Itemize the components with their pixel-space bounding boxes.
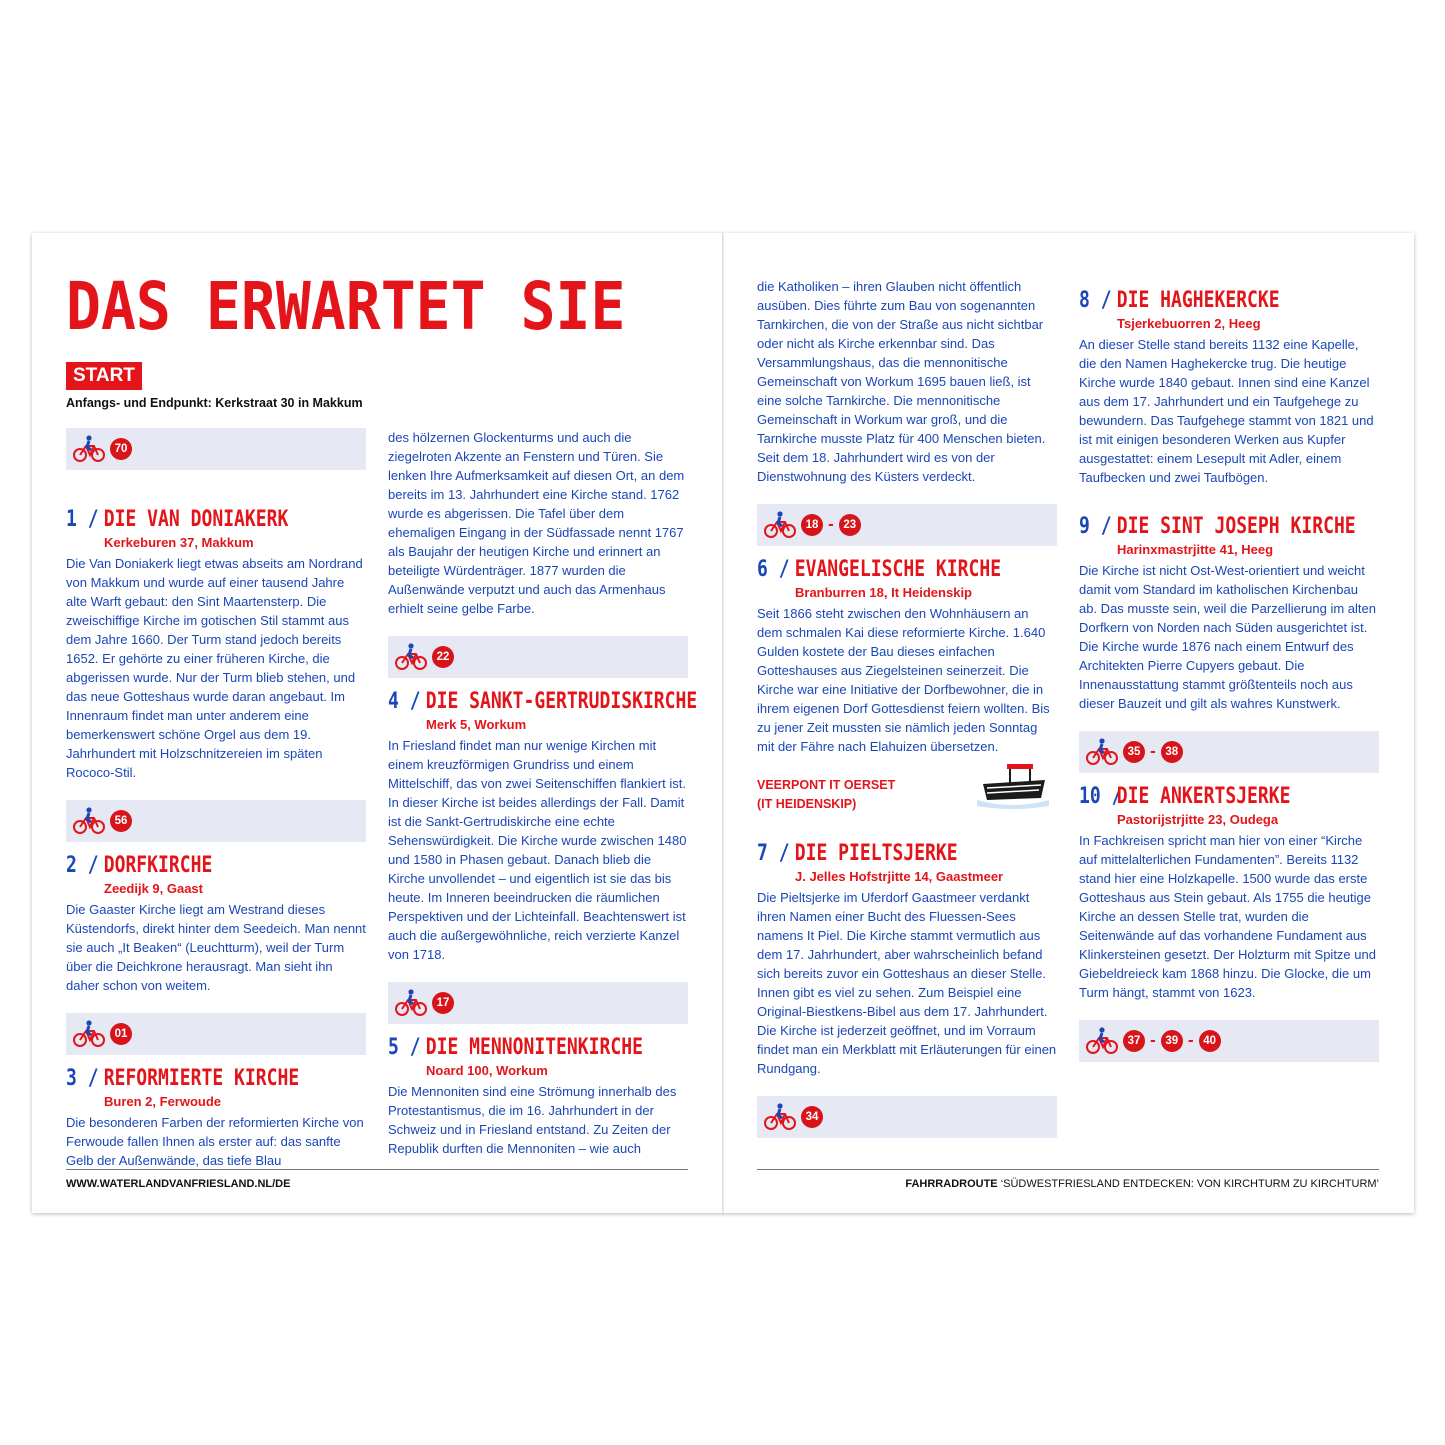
route-bar — [66, 428, 366, 470]
bicycle-icon — [394, 989, 428, 1017]
stop-address: Noard 100, Workum — [426, 1063, 548, 1078]
stop-text: Die Gaaster Kirche liegt am Westrand dieses Küstendorfs, direkt hinter dem Seedeich. Man nennt sie auch „It Beaken“ (Leuchtturm), weil der Turm über die Deichkrone herausragt. Man sieht ihn daher schon von weitem. — [66, 902, 366, 993]
bicycle-icon — [763, 511, 797, 539]
stop-title: EVANGELISCHE KIRCHE — [794, 557, 1002, 582]
footer-rule-left — [66, 1169, 688, 1170]
stop-text-continued: die Katholiken – ihren Glauben nicht öffentlich ausüben. Dies führte zum Bau von sogenannten Tarnkirchen, die von der Straße aus nicht sichtbar oder nicht als Kirche erkennbar sind. Das Versammlungshaus, das die mennonitische Gemeinschaft von Workum 1695 bauen ließ, ist eine solche Tarnkirche. Die mennonitische Gemeinschaft in Workum war groß, und die Tarnkirche musste Platz für 400 Menschen bieten. Seit dem 18. Jahrhundert wird es von der Dienstwohnung des Küsters verdeckt. — [757, 279, 1046, 484]
stop-number: 7 / — [757, 841, 790, 866]
junction-badge: 37 — [1123, 1030, 1145, 1052]
stop-heading — [388, 688, 698, 716]
ferry-label-line1: VEERPONT IT OERSET — [757, 778, 896, 792]
stop-number: 9 / — [1079, 514, 1112, 539]
junction-badge: 17 — [432, 992, 454, 1014]
stop-address: Merk 5, Workum — [426, 717, 527, 732]
stop-heading — [66, 852, 312, 880]
stop-address: Harinxmastrjitte 41, Heeg — [1117, 542, 1274, 557]
bicycle-icon — [1085, 738, 1119, 766]
start-label: START — [66, 362, 142, 390]
bicycle-icon — [394, 643, 428, 671]
route-bar — [1079, 1020, 1379, 1062]
page-headline: DAS ERWARTET SIE — [66, 268, 626, 345]
stop-heading — [1079, 287, 1325, 315]
stop-text: Die besonderen Farben der reformierten Kirche von Ferwoude fallen Ihnen als erster auf: das sanfte Gelb der Außenwände, das tiefe Blau — [66, 1115, 364, 1168]
stop-heading — [757, 556, 1003, 584]
stop-text: Die Pieltsjerke im Uferdorf Gaastmeer verdankt ihren Namen einer Bucht des Fluessen-Sees namens It Piel. Die Kirche stammt vermutlich aus dem 17. Jahrhundert, aber wahrscheinlich befand sich bereits zuvor ein Gotteshaus an dieser Stelle. Innen gibt es viel zu sehen. Zum Beispiel eine Original-Biestkens-Bibel aus dem 17. Jahrhundert. Die Kirche ist jederzeit geöffnet, und im Vorraum findet man ein Merkblatt mit Erläuterungen für einen Rundgang. — [757, 890, 1057, 1076]
column-4 — [1079, 287, 1379, 1072]
ferry-note — [757, 776, 1057, 824]
stop-number: 3 / — [66, 1066, 99, 1091]
stop-heading — [757, 840, 1003, 868]
stop-address: Branburren 18, It Heidenskip — [795, 585, 972, 600]
bicycle-icon — [72, 435, 106, 463]
stop-title: DORFKIRCHE — [103, 853, 213, 878]
stop-title: DIE PIELTSJERKE — [794, 841, 958, 866]
stop-heading — [388, 1034, 643, 1062]
stop-number: 8 / — [1079, 288, 1112, 313]
stop-heading — [66, 506, 312, 534]
junction-badge: 35 — [1123, 741, 1145, 763]
stop-address: J. Jelles Hofstrjitte 14, Gaastmeer — [795, 869, 1004, 884]
bicycle-icon — [72, 1020, 106, 1048]
footer-url[interactable]: WWW.WATERLANDVANFRIESLAND.NL/DE — [66, 1178, 291, 1190]
junction-badge: 23 — [839, 514, 861, 536]
junction-badge: 39 — [1161, 1030, 1183, 1052]
route-bar — [388, 982, 688, 1024]
range-dash: - — [1150, 744, 1156, 760]
ferry-icon — [975, 760, 1051, 810]
stop-address: Buren 2, Ferwoude — [104, 1094, 222, 1109]
junction-badge: 18 — [801, 514, 823, 536]
junction-badge: 38 — [1161, 741, 1183, 763]
stop-heading — [66, 1065, 312, 1093]
stop-title: DIE SANKT-GERTRUDISKIRCHE — [425, 689, 698, 714]
stop-text: In Friesland findet man nur wenige Kirchen mit einem kreuzförmigen Grundriss und einem Mittelschiff, das von zwei Seitenschiffen flankiert ist. In dieser Kirche ist beides allerdings der Fall. Damit ist die Sankt-Gertrudiskirche eine echte Sehenswürdigkeit. Die Kirche wurde zwischen 1480 und 1580 in Phasen gebaut. Danach blieb die Kirche unvollendet – und eigentlich ist sie das bis heute. Im Inneren beeindrucken die räumlichen Perspektiven und der Lichteinfall. Beachtenswert ist auch die außergewöhnliche, reich verzierte Kanzel von 1718. — [388, 738, 687, 962]
column-3 — [757, 277, 1057, 1148]
route-bar — [757, 504, 1057, 546]
stop-title: DIE HAGHEKERCKE — [1116, 288, 1280, 313]
footer-rule-right — [757, 1169, 1379, 1170]
start-point-text: Anfangs- und Endpunkt: Kerkstraat 30 in Makkum — [66, 396, 363, 410]
stop-number: 4 / — [388, 689, 421, 714]
route-bar — [388, 636, 688, 678]
range-dash: - — [1150, 1033, 1156, 1049]
junction-badge: 34 — [801, 1106, 823, 1128]
stop-text: Die Van Doniakerk liegt etwas abseits am Nordrand von Makkum und wurde auf einer tausend Jahre alte Warft gebaut: den Sint Maartensterp. Die zweischiffige Kirche im gotischen Stil stammt aus dem Jahre 1660. Der Turm stand jedoch bereits 1652. Er gehörte zu einer früheren Kirche, die abgerissen wurde. Nur der Turm blieb stehen, und das neue Gotteshaus wurde daran angebaut. Im Innenraum findet man unter anderem eine bemerkenswert schöne Orgel aus dem 19. Jahrhundert mit Holzschnitzereien im späten Rococo-Stil. — [66, 556, 363, 780]
route-bar — [66, 800, 366, 842]
footer-title — [905, 1178, 1379, 1190]
ferry-label-line2: (IT HEIDENSKIP) — [757, 797, 857, 811]
stop-heading — [1079, 783, 1325, 811]
stop-number: 6 / — [757, 557, 790, 582]
stop-text: Die Kirche ist nicht Ost-West-orientiert und weicht damit vom Standard im katholischen Kirchenbau ab. Das musste sein, weil die Parzellierung im alten Dorfkern von Norden nach Süden ausgerichtet ist. Die Kirche wurde 1876 nach einem Entwurf des Architekten Pierre Cupyers gebaut. Die Innenausstattung stammt größtenteils noch aus dieser Bauzeit und gilt als wahres Kunstwerk. — [1079, 563, 1376, 711]
route-bar — [757, 1096, 1057, 1138]
junction-badge: 22 — [432, 646, 454, 668]
bicycle-icon — [1085, 1027, 1119, 1055]
stop-address: Zeedijk 9, Gaast — [104, 881, 203, 896]
stop-number: 2 / — [66, 853, 99, 878]
bicycle-icon — [72, 807, 106, 835]
stop-title: DIE MENNONITENKIRCHE — [425, 1035, 643, 1060]
column-2 — [388, 428, 698, 1158]
stop-number: 10 / — [1079, 784, 1123, 809]
stop-text: In Fachkreisen spricht man hier von einer “Kirche auf mittelalterlichen Fundamenten”. Bereits 1132 stand hier eine Holzkapelle. 1500 wurde das erste Gotteshaus aus Stein gebaut. Als 1755 die heutige Kirche an dessen Stelle trat, wurden die Seitenwände auf das vorhandene Fundament aus Klinkersteinen gesetzt. Der Holzturm mit Spitze und Giebeldreieck kam 1868 hinzu. Die Glocke, die um Turm hängt, stammt von 1623. — [1079, 833, 1376, 1000]
footer-title-rest: ‘SÜDWESTFRIESLAND ENTDECKEN: VON KIRCHTURM ZU KIRCHTURM’ — [997, 1178, 1379, 1190]
stop-text: An dieser Stelle stand bereits 1132 eine Kapelle, die den Namen Haghekercke trug. Die heutige Kirche wurde 1840 gebaut. Innen sind eine Kanzel aus dem 17. Jahrhundert und ein Taufgehege zu bewundern. Das Taufgehege stammt von 1821 und ist mit einigen besonderen Werken aus Kupfer ausgestattet: einem Lesepult mit Adler, einem Taufbecken und zwei Taufbögen. — [1079, 337, 1374, 485]
route-bar — [1079, 731, 1379, 773]
stop-heading — [1079, 513, 1356, 541]
stop-title: DIE SINT JOSEPH KIRCHE — [1116, 514, 1356, 539]
junction-badge: 01 — [110, 1023, 132, 1045]
stop-title: DIE ANKERTSJERKE — [1116, 784, 1291, 809]
route-bar — [66, 1013, 366, 1055]
range-dash: - — [828, 517, 834, 533]
junction-badge: 40 — [1199, 1030, 1221, 1052]
stop-address: Kerkeburen 37, Makkum — [104, 535, 254, 550]
page-fold — [722, 233, 724, 1213]
stop-address: Tsjerkebuorren 2, Heeg — [1117, 316, 1261, 331]
stop-number: 5 / — [388, 1035, 421, 1060]
stop-number: 1 / — [66, 507, 99, 532]
stop-address: Pastorijstrjitte 23, Oudega — [1117, 812, 1279, 827]
footer-title-bold: FAHRRADROUTE — [905, 1178, 998, 1190]
stop-text-continued: des hölzernen Glockenturms und auch die ziegelroten Akzente an Fenstern und Türen. Sie lenken Ihre Aufmerksamkeit auf diesen Ort, an dem bereits im 13. Jahrhundert eine Kirche stand. 1762 wurde es abgerissen. Die Tafel über dem ehemaligen Eingang in der Südfassade nennt 1767 als Baujahr der heutigen Kirche und erinnert an beteiligte Würdenträger. 1877 wurden die Außenwände verputzt und auch das Armenhaus erhielt seine gelbe Farbe. — [388, 430, 685, 616]
stop-text: Seit 1866 steht zwischen den Wohnhäusern an dem schmalen Kai diese reformierte Kirche. 1.640 Gulden kostete der Bau dieses einfachen Gotteshauses aus Ziegelsteinen seinerzeit. Die Kirche war eine Initiative der Dorfbewohner, die in ihrem eigenen Dorf Gottesdienst feiern wollten. Bis zu jener Zeit mussten sie nämlich jeden Sonntag mit der Fähre nach Elahuizen übersetzen. — [757, 606, 1050, 754]
stop-title: DIE VAN DONIAKERK — [103, 507, 289, 532]
stop-title: REFORMIERTE KIRCHE — [103, 1066, 300, 1091]
bicycle-icon — [763, 1103, 797, 1131]
junction-badge: 56 — [110, 810, 132, 832]
column-1 — [66, 428, 366, 1170]
range-dash: - — [1187, 1033, 1194, 1049]
stop-text: Die Mennoniten sind eine Strömung innerhalb des Protestantismus, die im 16. Jahrhundert in der Schweiz und in Friesland entstand. Zu Zeiten der Republik durften die Mennoniten – wie auch — [388, 1084, 677, 1156]
junction-badge: 70 — [110, 438, 132, 460]
